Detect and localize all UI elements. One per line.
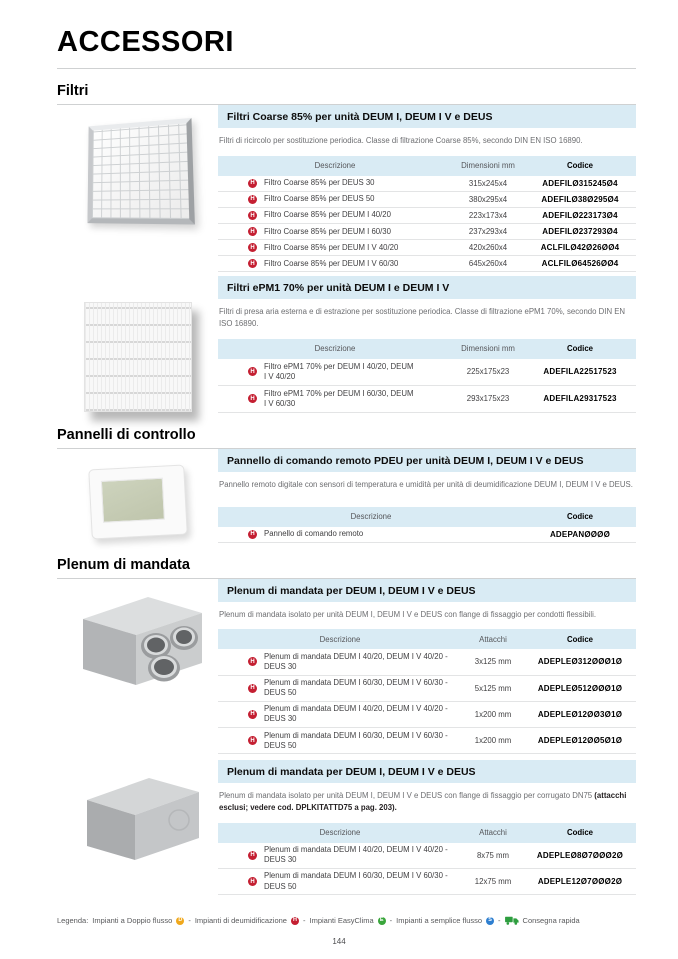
plenum-corrugato-table bbox=[218, 760, 636, 895]
row-dimensions: 237x293x4 bbox=[468, 227, 508, 237]
col-header-attacchi: Attacchi bbox=[479, 634, 507, 644]
row-description: Filtro Coarse 85% per DEUM I 60/30 bbox=[264, 226, 391, 236]
deumidificazione-badge: H bbox=[248, 227, 257, 236]
row-description: Filtro Coarse 85% per DEUS 30 bbox=[264, 178, 375, 188]
table-description: Filtri di ricircolo per sostituzione periodica. Classe di filtrazione Coarse 85%, secondo DIN EN ISO 16890. bbox=[219, 136, 583, 145]
page-number: 144 bbox=[332, 937, 346, 946]
col-header-codice: Codice bbox=[567, 634, 593, 644]
row-description: Filtro ePM1 70% per DEUM I 60/30, DEUM I V 60/30 bbox=[264, 388, 414, 408]
legend-label: Impianti a Doppio flusso bbox=[92, 916, 173, 925]
table-row bbox=[218, 240, 636, 256]
legend-separator: - bbox=[498, 916, 501, 925]
row-description: Filtro Coarse 85% per DEUM I V 40/20 bbox=[264, 242, 399, 252]
table-title: Filtri Coarse 85% per unità DEUM I, DEUM I V e DEUS bbox=[218, 105, 636, 128]
row-description: Filtro Coarse 85% per DEUS 50 bbox=[264, 194, 375, 204]
table-header-row bbox=[218, 507, 636, 527]
remote-panel-photo bbox=[88, 464, 188, 539]
row-code: ADEFILØ237293Ø4 bbox=[542, 227, 618, 237]
col-header-descrizione: Descrizione bbox=[350, 512, 392, 521]
description-normal: Plenum di mandata isolato per unità DEUM I, DEUM I V e DEUS con flange di fissaggio per corrugato DN75 bbox=[219, 791, 595, 801]
deumidificazione-badge: H bbox=[248, 195, 257, 204]
row-code: ADEPLEØ8Ø7ØØØ2Ø bbox=[536, 850, 624, 860]
plenum-three-port-photo bbox=[68, 589, 208, 689]
doppio-flusso-badge: D bbox=[176, 917, 184, 925]
table-header-row bbox=[218, 156, 636, 176]
product-block-pannello bbox=[57, 449, 636, 543]
row-dimensions: 225x175x23 bbox=[466, 367, 510, 377]
table-row bbox=[218, 224, 636, 240]
legend-label: Consegna rapida bbox=[522, 916, 580, 925]
col-header-dimensioni: Dimensioni mm bbox=[461, 343, 515, 353]
row-description: Filtro ePM1 70% per DEUM I 40/20, DEUM I V 40/20 bbox=[264, 361, 414, 381]
legend-separator: - bbox=[188, 916, 191, 925]
row-attacchi: 1x200 mm bbox=[474, 709, 512, 719]
deumidificazione-badge: H bbox=[248, 736, 257, 745]
section-heading-pannelli: Pannelli di controllo bbox=[57, 426, 196, 443]
row-code: ADEFILA22517523 bbox=[543, 367, 617, 377]
section-heading-plenum: Plenum di mandata bbox=[57, 556, 190, 573]
description-bold: (attacchi esclusi; vedere cod. DPLKITATTD75 a pag. 203). bbox=[219, 791, 627, 812]
deumidificazione-badge: H bbox=[248, 211, 257, 220]
row-code: ADEFILA29317523 bbox=[543, 394, 617, 404]
deumidificazione-badge: H bbox=[248, 243, 257, 252]
col-header-attacchi: Attacchi bbox=[479, 828, 507, 838]
deumidificazione-badge: H bbox=[248, 877, 257, 886]
row-dimensions: 293x175x23 bbox=[466, 394, 510, 404]
legend bbox=[57, 916, 648, 925]
coarse-filter-photo bbox=[87, 118, 194, 225]
page-title: ACCESSORI bbox=[57, 26, 234, 58]
row-dimensions: 380x295x4 bbox=[468, 194, 508, 204]
table-title: Filtri ePM1 70% per unità DEUM I e DEUM I V bbox=[218, 276, 636, 299]
table-row bbox=[218, 192, 636, 208]
deumidificazione-badge: H bbox=[248, 367, 257, 376]
product-block-epm1 bbox=[57, 276, 636, 412]
col-header-codice: Codice bbox=[567, 161, 593, 171]
image-column bbox=[57, 105, 218, 223]
divider bbox=[57, 68, 636, 69]
row-dimensions: 645x260x4 bbox=[468, 259, 508, 269]
row-code: ACLFILØ42Ø26ØØ4 bbox=[540, 243, 620, 253]
col-header-descrizione: Descrizione bbox=[319, 634, 361, 644]
deumidificazione-badge: H bbox=[248, 710, 257, 719]
image-column bbox=[57, 276, 218, 412]
row-attacchi: 3x125 mm bbox=[474, 657, 512, 667]
row-code: ADEPLEØ512ØØØ1Ø bbox=[537, 683, 623, 693]
row-description: Plenum di mandata DEUM I 60/30, DEUM I V 60/30 - DEUS 50 bbox=[264, 871, 448, 891]
row-description: Filtro Coarse 85% per DEUM I V 60/30 bbox=[264, 258, 399, 268]
deumidificazione-badge: H bbox=[248, 179, 257, 188]
row-dimensions: 420x260x4 bbox=[468, 243, 508, 253]
deumidificazione-badge: H bbox=[248, 657, 257, 666]
table-row bbox=[218, 676, 636, 702]
row-description: Plenum di mandata DEUM I 60/30, DEUM I V 60/30 - DEUS 50 bbox=[264, 678, 448, 698]
legend-separator: - bbox=[302, 916, 306, 925]
table-row bbox=[218, 702, 636, 728]
legend-separator: - bbox=[389, 916, 393, 925]
epm1-filter-table bbox=[218, 276, 636, 412]
table-row bbox=[218, 256, 636, 272]
product-block-plenum-corrugato bbox=[57, 760, 636, 895]
row-description: Pannello di comando remoto bbox=[264, 529, 364, 538]
row-code: ADEPLEØ12ØØ5Ø1Ø bbox=[537, 736, 623, 746]
epm1-filter-photo bbox=[84, 302, 192, 412]
table-row bbox=[218, 176, 636, 192]
table-row bbox=[218, 386, 636, 413]
image-column bbox=[57, 449, 218, 537]
row-code: ADEPLEØ312ØØØ1Ø bbox=[537, 657, 623, 667]
deumidificazione-badge: H bbox=[248, 394, 257, 403]
col-header-descrizione: Descrizione bbox=[314, 344, 356, 354]
deumidificazione-badge: H bbox=[248, 684, 257, 693]
row-code: ADEPANØØØØ bbox=[549, 529, 611, 539]
col-header-descrizione: Descrizione bbox=[314, 161, 356, 171]
row-attacchi: 8x75 mm bbox=[476, 850, 510, 860]
section-heading-filtri: Filtri bbox=[57, 83, 89, 99]
col-header-dimensioni: Dimensioni mm bbox=[461, 160, 515, 170]
legend-prefix: Legenda: bbox=[57, 916, 89, 925]
row-dimensions: 223x173x4 bbox=[468, 211, 508, 220]
deumidificazione-badge: H bbox=[248, 851, 257, 860]
product-block-coarse bbox=[57, 105, 636, 272]
col-header-codice: Codice bbox=[567, 344, 593, 354]
row-dimensions: 315x245x4 bbox=[468, 178, 508, 188]
table-row bbox=[218, 208, 636, 224]
legend-label: Impianti di deumidificazione bbox=[194, 916, 287, 925]
table-row bbox=[218, 869, 636, 895]
image-column bbox=[57, 760, 218, 862]
deumidificazione-badge: H bbox=[291, 917, 299, 925]
table-row bbox=[218, 728, 636, 754]
row-description: Plenum di mandata DEUM I 40/20, DEUM I V 40/20 - DEUS 30 bbox=[264, 651, 448, 671]
plenum-plain-photo bbox=[73, 770, 203, 862]
row-code: ADEPLE12Ø7ØØØ2Ø bbox=[537, 877, 623, 887]
easyclima-badge: E bbox=[378, 917, 386, 925]
remote-panel-table bbox=[218, 449, 636, 543]
delivery-truck-icon bbox=[505, 916, 519, 925]
table-header-row bbox=[218, 339, 636, 359]
coarse-filter-table bbox=[218, 105, 636, 272]
deumidificazione-badge: H bbox=[248, 530, 257, 539]
row-code: ADEFILØ315245Ø4 bbox=[542, 178, 618, 188]
col-header-codice: Codice bbox=[567, 828, 593, 838]
row-description: Plenum di mandata DEUM I 40/20, DEUM I V 40/20 - DEUS 30 bbox=[264, 704, 448, 724]
table-title: Plenum di mandata per DEUM I, DEUM I V e DEUS bbox=[218, 760, 636, 783]
row-code: ACLFILØ64526ØØ4 bbox=[541, 259, 619, 269]
table-row bbox=[218, 649, 636, 675]
row-code: ADEFILØ38Ø295Ø4 bbox=[541, 194, 619, 204]
table-header-row bbox=[218, 823, 636, 843]
plenum-flessibili-table bbox=[218, 579, 636, 755]
panel-lcd-screen bbox=[100, 477, 164, 522]
table-row bbox=[218, 843, 636, 869]
table-title: Plenum di mandata per DEUM I, DEUM I V e DEUS bbox=[218, 579, 636, 602]
legend-label: Impianti EasyClima bbox=[309, 916, 374, 925]
table-row bbox=[218, 527, 636, 543]
table-title: Pannello di comando remoto PDEU per unità DEUM I, DEUM I V e DEUS bbox=[218, 449, 636, 472]
table-description bbox=[219, 790, 635, 813]
table-description: Pannello remoto digitale con sensori di temperatura e umidità per unità di deumidificazione DEUM I, DEUM I V e DEUS. bbox=[219, 479, 633, 489]
col-header-descrizione: Descrizione bbox=[319, 828, 361, 838]
row-description: Filtro Coarse 85% per DEUM I 40/20 bbox=[264, 210, 391, 220]
table-description: Filtri di presa aria esterna e di estrazione per sostituzione periodica. Classe di filtrazione ePM1 70%, secondo DIN EN ISO 16890. bbox=[219, 307, 626, 329]
row-code: ADEPLEØ12ØØ3Ø1Ø bbox=[537, 709, 623, 719]
row-attacchi: 5x125 mm bbox=[474, 683, 512, 693]
semplice-flusso-badge: S bbox=[486, 917, 494, 925]
col-header-codice: Codice bbox=[567, 512, 593, 521]
table-description: Plenum di mandata isolato per unità DEUM I, DEUM I V e DEUS con flange di fissaggio per condotti flessibili. bbox=[219, 609, 597, 619]
row-description: Plenum di mandata DEUM I 60/30, DEUM I V 60/30 - DEUS 50 bbox=[264, 730, 448, 750]
table-header-row bbox=[218, 629, 636, 649]
row-description: Plenum di mandata DEUM I 40/20, DEUM I V 40/20 - DEUS 30 bbox=[264, 845, 448, 865]
legend-label: Impianti a semplice flusso bbox=[396, 916, 483, 925]
deumidificazione-badge: H bbox=[248, 259, 257, 268]
product-block-plenum-flessibili bbox=[57, 579, 636, 755]
image-column bbox=[57, 579, 218, 689]
row-attacchi: 12x75 mm bbox=[474, 877, 512, 887]
row-attacchi: 1x200 mm bbox=[474, 736, 512, 746]
row-code: ADEFILØ223173Ø4 bbox=[542, 211, 618, 220]
table-row bbox=[218, 359, 636, 386]
